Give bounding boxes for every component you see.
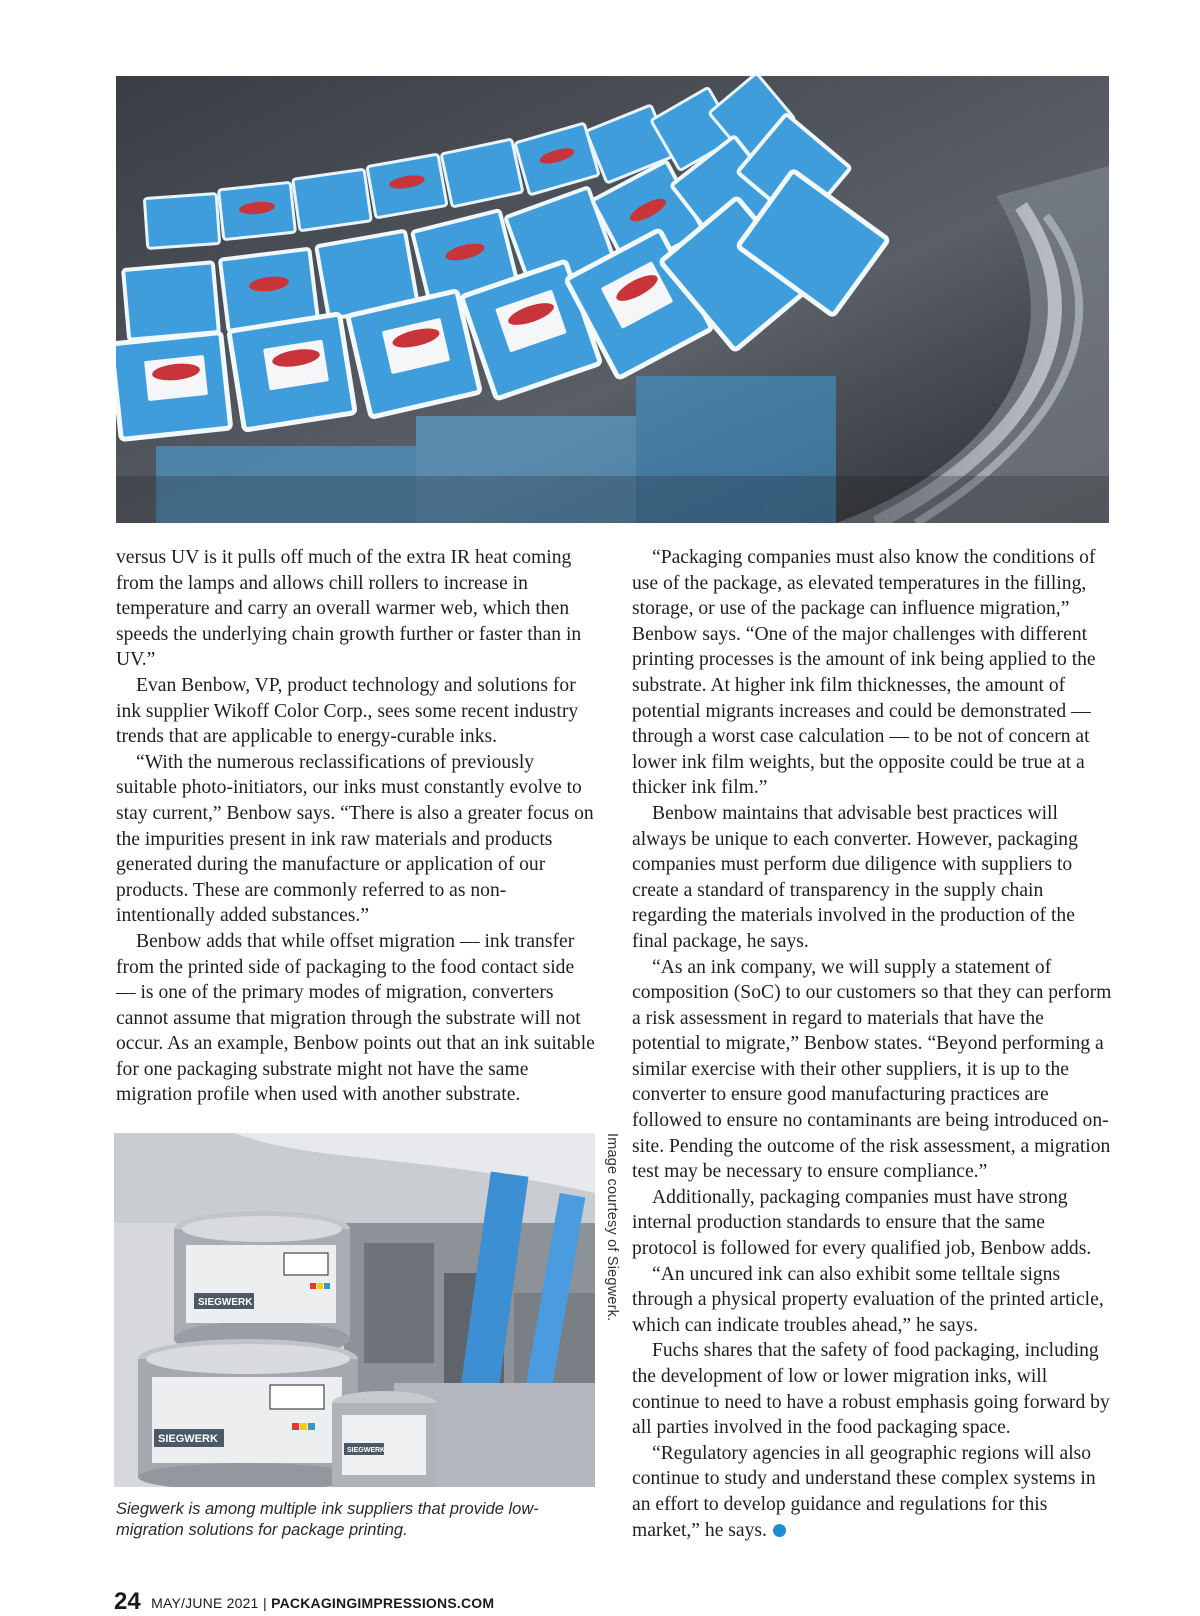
- end-of-article-dot-icon: [773, 1524, 786, 1537]
- article-left-column: [116, 545, 596, 1108]
- final-paragraph: [632, 1441, 1112, 1543]
- paragraph: versus UV is it pulls off much of the extra IR heat coming from the lamps and allows chill rollers to increase in temperature and carry an overall warmer web, which then speeds the underlying chain growth further or faster than in UV.”: [116, 547, 582, 671]
- page-footer: [114, 1588, 494, 1614]
- paragraph: Benbow maintains that advisable best practices will always be unique to each converter. However, packaging companies must perform due diligence with suppliers to create a standard of transparency in the supply chain regarding the materials involved in the production of the final package, he says.: [632, 802, 1078, 952]
- website-link[interactable]: PACKAGINGIMPRESSIONS.COM: [271, 1595, 495, 1611]
- paragraph: Additionally, packaging companies must have strong internal production standards to ensure that the same protocol is followed for every qualified job, Benbow adds.: [632, 1186, 1092, 1260]
- image-credit: [598, 1133, 622, 1371]
- photo-caption: Siegwerk is among multiple ink suppliers that provide low-migration solutions for package printing.: [116, 1500, 539, 1539]
- ink-can-brand-text: SIEGWERK: [158, 1433, 218, 1445]
- ink-cans-illustration: [114, 1133, 595, 1487]
- conveyor-cartons-illustration: [116, 76, 1109, 523]
- footer-separator: |: [263, 1595, 267, 1611]
- issue-date: MAY/JUNE 2021: [151, 1595, 259, 1611]
- paragraph: “Packaging companies must also know the conditions of use of the package, as elevated temperatures in the filling, storage, or use of the package can influence migration,” Benbow says. “One of the major challenges with different printing processes is the amount of ink being applied to the substrate. At higher ink film thicknesses, the amount of potential migrants increases and could be demonstrated — through a worst case calculation — to be not of concern at lower ink film weights, but the opposite could be true at a thicker ink film.”: [632, 547, 1096, 799]
- paragraph: Evan Benbow, VP, product technology and solutions for ink supplier Wikoff Color Corp., sees some recent industry trends that are applicable to energy-curable inks.: [116, 674, 579, 748]
- paragraph-text: “Regulatory agencies in all geographic regions will also continue to study and understand these complex systems in an effort to develop guidance and regulations for this market,” he says.: [632, 1442, 1096, 1541]
- paragraph: Fuchs shares that the safety of food packaging, including the development of low or lower migration inks, will continue to need to have a robust emphasis going forward by all parties involved in the food packaging space.: [632, 1340, 1110, 1439]
- image-credit-text: Image courtesy of Siegwerk.: [604, 1133, 620, 1322]
- paragraph: “An uncured ink can also exhibit some telltale signs through a physical property evaluation of the printed article, which can indicate troubles ahead,” he says.: [632, 1263, 1104, 1336]
- paragraph: “As an ink company, we will supply a statement of composition (SoC) to our customers so that they can perform a risk assessment in regard to materials that have the potential to migrate,” Benbow states. “Beyond performing a similar exercise with their other suppliers, it is up to the converter to ensure good manufacturing practices are followed to ensure no contaminants are being introduced on-site. Pending the outcome of the risk assessment, a migration test may be necessary to ensure compliance.”: [632, 956, 1112, 1183]
- paragraph: “With the numerous reclassifications of previously suitable photo-initiators, our inks must constantly evolve to stay current,” Benbow says. “There is also a greater focus on the impurities present in ink raw materials and products generated during the manufacture or application of our products. These are commonly referred to as non-intentionally added substances.”: [116, 751, 594, 927]
- paragraph: Benbow adds that while offset migration — ink transfer from the printed side of packaging to the food contact side — is one of the primary modes of migration, converters cannot assume that migration through the substrate will not occur. As an example, Benbow points out that an ink suitable for one packaging substrate might not have the same migration profile when used with another substrate.: [116, 930, 595, 1106]
- article-right-column: [632, 545, 1112, 1543]
- ink-can-brand-text: SIEGWERK: [198, 1297, 253, 1308]
- ink-cans-photo: [114, 1133, 595, 1487]
- page-number: 24: [114, 1588, 141, 1615]
- ink-can-brand-text: SIEGWERK: [347, 1447, 386, 1454]
- conveyor-cartons-photo: [116, 76, 1109, 523]
